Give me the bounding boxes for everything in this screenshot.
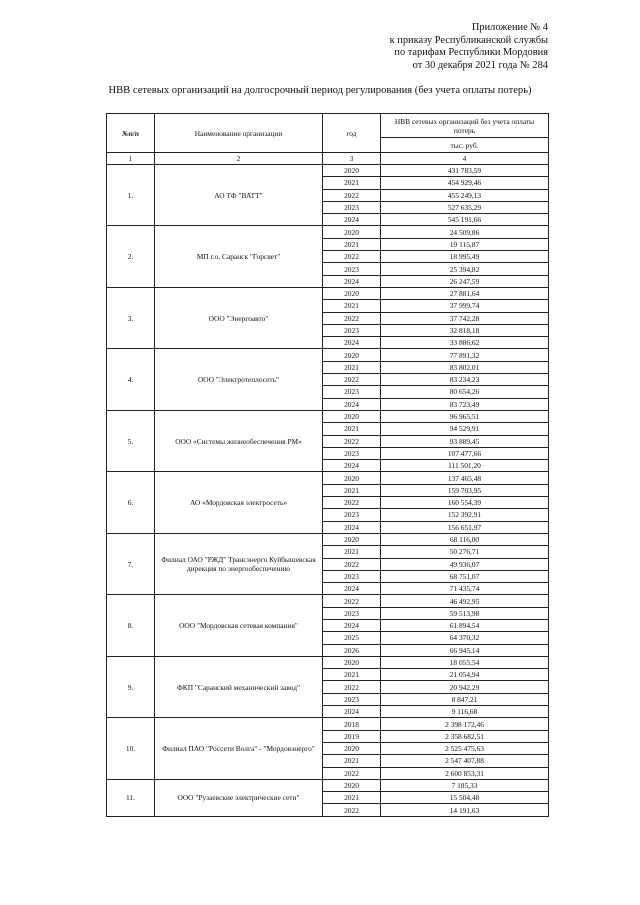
- table-row: [107, 410, 549, 422]
- year-cell: 2024: [323, 706, 381, 718]
- nvv-value-cell: 25 394,82: [381, 263, 549, 275]
- nvv-value-cell: 160 554,39: [381, 497, 549, 509]
- nvv-value-cell: 49 936,07: [381, 558, 549, 570]
- organization-name: ООО "Электротеплосеть": [155, 349, 323, 410]
- nvv-value-cell: 27 881,64: [381, 287, 549, 299]
- nvv-value-cell: 9 116,68: [381, 706, 549, 718]
- organization-number: 2.: [107, 226, 155, 287]
- organization-number: 4.: [107, 349, 155, 410]
- nvv-value-cell: 20 942,29: [381, 681, 549, 693]
- order-authority-line: по тарифам Республики Мордовия: [394, 47, 548, 59]
- table-row: [107, 595, 549, 607]
- order-reference-line: к приказу Республиканской службы: [389, 34, 548, 46]
- year-cell: 2024: [323, 521, 381, 533]
- organization-name: ООО "Мордовская сетевая компания": [155, 595, 323, 656]
- table-row: [107, 779, 549, 791]
- organization-name: ФКП "Саранский механический завод": [155, 656, 323, 717]
- year-cell: 2021: [323, 546, 381, 558]
- nvv-value-cell: 46 492,95: [381, 595, 549, 607]
- column-index-3: 3: [323, 153, 381, 165]
- nvv-value-cell: 18 995,49: [381, 251, 549, 263]
- year-cell: 2023: [323, 509, 381, 521]
- organization-number: 6.: [107, 472, 155, 533]
- order-appendix-header: [288, 22, 548, 72]
- year-cell: 2023: [323, 693, 381, 705]
- nvv-value-cell: 94 529,91: [381, 423, 549, 435]
- year-cell: 2020: [323, 656, 381, 668]
- nvv-value-cell: 7 185,33: [381, 779, 549, 791]
- table-row: [107, 287, 549, 299]
- year-cell: 2021: [323, 300, 381, 312]
- nvv-value-cell: 455 249,13: [381, 189, 549, 201]
- year-cell: 2021: [323, 792, 381, 804]
- organization-number: 10.: [107, 718, 155, 779]
- year-cell: 2024: [323, 583, 381, 595]
- year-cell: 2022: [323, 251, 381, 263]
- nvv-value-cell: 159 703,95: [381, 484, 549, 496]
- year-cell: 2022: [323, 558, 381, 570]
- table-row: [107, 656, 549, 668]
- organization-name: Филиал ПАО "Россети Волга" - "Мордовэнерго": [155, 718, 323, 779]
- year-cell: 2022: [323, 435, 381, 447]
- nvv-value-cell: 96 965,51: [381, 410, 549, 422]
- nvv-value-cell: 61 894,54: [381, 619, 549, 631]
- year-cell: 2023: [323, 263, 381, 275]
- organization-number: 1.: [107, 165, 155, 226]
- table-row: [107, 718, 549, 730]
- year-cell: 2022: [323, 497, 381, 509]
- nvv-value-cell: 93 889,45: [381, 435, 549, 447]
- year-cell: 2020: [323, 742, 381, 754]
- year-cell: 2023: [323, 570, 381, 582]
- organization-number: 11.: [107, 779, 155, 816]
- column-index-1: 1: [107, 153, 155, 165]
- year-cell: 2021: [323, 361, 381, 373]
- year-cell: 2023: [323, 201, 381, 213]
- organization-name: ООО "Рузаевские электрические сети": [155, 779, 323, 816]
- nvv-value-cell: 80 654,26: [381, 386, 549, 398]
- organization-number: 9.: [107, 656, 155, 717]
- year-cell: 2025: [323, 632, 381, 644]
- year-cell: 2024: [323, 460, 381, 472]
- table-row: [107, 349, 549, 361]
- year-cell: 2022: [323, 595, 381, 607]
- year-cell: 2020: [323, 287, 381, 299]
- nvv-value-cell: 14 191,63: [381, 804, 549, 816]
- year-cell: 2020: [323, 410, 381, 422]
- year-cell: 2022: [323, 767, 381, 779]
- nvv-value-cell: 107 477,66: [381, 447, 549, 459]
- nvv-value-cell: 83 723,49: [381, 398, 549, 410]
- nvv-value-cell: 21 054,94: [381, 669, 549, 681]
- nvv-value-cell: 2 525 475,63: [381, 742, 549, 754]
- year-cell: 2024: [323, 214, 381, 226]
- nvv-value-cell: 431 783,59: [381, 165, 549, 177]
- organization-name: ООО «Системы жизнеобеспечения РМ»: [155, 410, 323, 471]
- nvv-value-cell: 83 234,23: [381, 374, 549, 386]
- organization-number: 7.: [107, 533, 155, 594]
- year-cell: 2024: [323, 619, 381, 631]
- appendix-number: Приложение № 4: [471, 22, 548, 33]
- year-cell: 2020: [323, 533, 381, 545]
- nvv-value-cell: 111 501,20: [381, 460, 549, 472]
- column-header-organization: Наименование организации: [155, 114, 323, 153]
- nvv-value-cell: 50 276,71: [381, 546, 549, 558]
- year-cell: 2019: [323, 730, 381, 742]
- column-header-year: год: [323, 114, 381, 153]
- year-cell: 2020: [323, 165, 381, 177]
- column-index-4: 4: [381, 153, 549, 165]
- nvv-value-cell: 37 742,28: [381, 312, 549, 324]
- nvv-value-cell: 2 547 407,88: [381, 755, 549, 767]
- organization-number: 3.: [107, 287, 155, 348]
- year-cell: 2021: [323, 423, 381, 435]
- year-cell: 2020: [323, 472, 381, 484]
- table-row: [107, 165, 549, 177]
- nvv-value-cell: 68 116,00: [381, 533, 549, 545]
- nvv-value-cell: 26 247,59: [381, 275, 549, 287]
- nvv-value-cell: 2 358 682,51: [381, 730, 549, 742]
- nvv-value-cell: 2 398 172,46: [381, 718, 549, 730]
- nvv-value-cell: 83 802,01: [381, 361, 549, 373]
- nvv-value-cell: 19 115,87: [381, 238, 549, 250]
- nvv-value-cell: 66 945,14: [381, 644, 549, 656]
- year-cell: 2021: [323, 177, 381, 189]
- organization-name: АО ТФ "ВАТТ": [155, 165, 323, 226]
- column-header-nvv: НВВ сетевых организаций без учета оплаты потерь: [381, 114, 549, 138]
- nvv-value-cell: 2 600 853,31: [381, 767, 549, 779]
- year-cell: 2023: [323, 447, 381, 459]
- nvv-value-cell: 527 635,29: [381, 201, 549, 213]
- year-cell: 2023: [323, 386, 381, 398]
- nvv-value-cell: 71 435,74: [381, 583, 549, 595]
- document-title: НВВ сетевых организаций на долгосрочный период регулирования (без учета оплаты потерь): [108, 85, 532, 96]
- nvv-value-cell: 59 513,98: [381, 607, 549, 619]
- year-cell: 2022: [323, 681, 381, 693]
- year-cell: 2021: [323, 484, 381, 496]
- nvv-value-cell: 454 929,46: [381, 177, 549, 189]
- year-cell: 2022: [323, 374, 381, 386]
- year-cell: 2024: [323, 275, 381, 287]
- nvv-value-cell: 32 818,18: [381, 324, 549, 336]
- year-cell: 2021: [323, 669, 381, 681]
- year-cell: 2020: [323, 226, 381, 238]
- nvv-value-cell: 156 651,97: [381, 521, 549, 533]
- year-cell: 2026: [323, 644, 381, 656]
- year-cell: 2021: [323, 755, 381, 767]
- year-cell: 2020: [323, 349, 381, 361]
- nvv-value-cell: 64 370,32: [381, 632, 549, 644]
- organization-name: ООО "Энергоавто": [155, 287, 323, 348]
- year-cell: 2023: [323, 607, 381, 619]
- nvv-value-cell: 24 509,86: [381, 226, 549, 238]
- table-body: [107, 165, 549, 817]
- nvv-value-cell: 37 999,74: [381, 300, 549, 312]
- year-cell: 2024: [323, 398, 381, 410]
- column-index-2: 2: [155, 153, 323, 165]
- organization-name: МП г.о. Саранск "Горсвет": [155, 226, 323, 287]
- nvv-value-cell: 545 191,66: [381, 214, 549, 226]
- year-cell: 2022: [323, 189, 381, 201]
- column-header-number: №п/п: [107, 114, 155, 153]
- nvv-value-cell: 68 751,07: [381, 570, 549, 582]
- organization-number: 8.: [107, 595, 155, 656]
- column-header-unit: тыс. руб.: [381, 138, 549, 153]
- nvv-value-cell: 18 055,54: [381, 656, 549, 668]
- nvv-value-cell: 33 886,62: [381, 337, 549, 349]
- year-cell: 2023: [323, 324, 381, 336]
- table-row: [107, 472, 549, 484]
- year-cell: 2022: [323, 312, 381, 324]
- order-date-line: от 30 декабря 2021 года № 284: [412, 59, 548, 71]
- organization-number: 5.: [107, 410, 155, 471]
- nvv-value-cell: 15 504,48: [381, 792, 549, 804]
- year-cell: 2021: [323, 238, 381, 250]
- year-cell: 2022: [323, 804, 381, 816]
- nvv-value-cell: 77 891,32: [381, 349, 549, 361]
- nvv-value-cell: 152 392,91: [381, 509, 549, 521]
- table-row: [107, 533, 549, 545]
- nvv-table: [106, 113, 549, 817]
- nvv-value-cell: 137 465,48: [381, 472, 549, 484]
- organization-name: Филиал ОАО "РЖД" Трансэнерго Куйбышевская дирекция по энергообеспечению: [155, 533, 323, 594]
- year-cell: 2020: [323, 779, 381, 791]
- year-cell: 2024: [323, 337, 381, 349]
- organization-name: АО «Мордовская электросеть»: [155, 472, 323, 533]
- nvv-value-cell: 8 847,21: [381, 693, 549, 705]
- table-row: [107, 226, 549, 238]
- year-cell: 2018: [323, 718, 381, 730]
